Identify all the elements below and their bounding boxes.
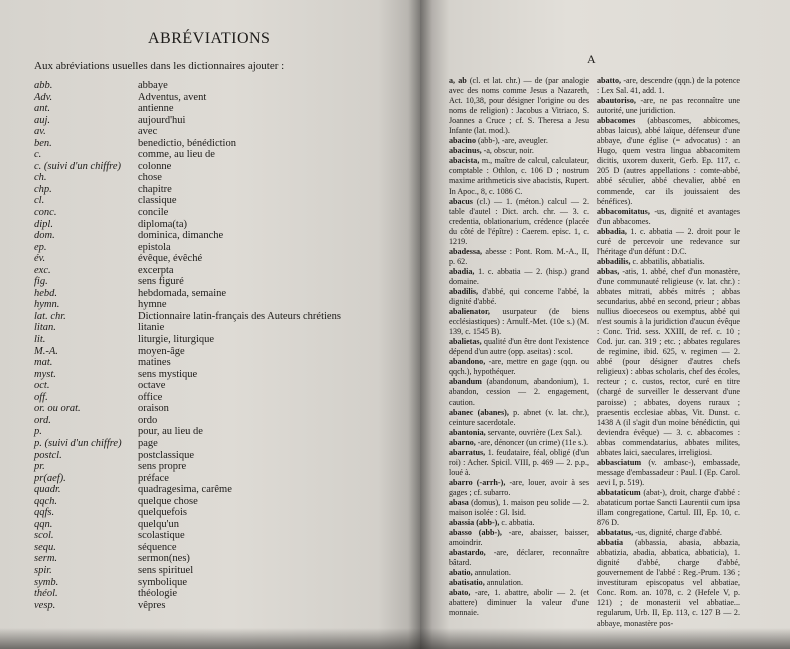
dictionary-column-2 [597,76,740,629]
abbreviation-meaning: sermon(nes) [138,553,190,565]
dictionary-entry [449,136,589,146]
dictionary-entry [449,588,589,618]
abbreviation-meaning: concile [138,207,169,219]
dictionary-column-1 [449,76,589,619]
dictionary-entry [449,498,589,518]
abbreviation-term: litan. [34,322,56,334]
entry-definition: 1. c. abbatia — 2. (hisp.) grand domaine. [449,266,589,286]
entry-headword: abbacomes [597,116,636,126]
abbreviation-meaning: liturgie, liturgique [138,334,215,346]
abbreviation-meaning: abbaye [138,80,168,91]
abbreviation-row [34,138,404,150]
abbreviation-term: ord. [34,414,51,426]
dictionary-entry [449,247,589,267]
abbreviation-row [34,438,404,450]
abbreviation-meaning: moyen-âge [138,345,185,357]
abbreviation-meaning: évêque, évêché [138,253,203,265]
abbreviation-row [34,92,404,104]
abbreviation-meaning: séquence [138,541,177,553]
entry-definition: annulation. [484,578,523,588]
dictionary-entry [449,146,589,156]
abbreviation-term: dipl. [34,218,53,230]
abbreviation-row [34,161,404,173]
abbreviation-list [34,80,404,611]
dictionary-entry [449,518,589,528]
entry-definition: -a, obscur, noir. [481,146,534,156]
entry-headword: abanec (abanes), [449,407,509,417]
entry-definition: usurpateur (de biens ecclésiastiques) : Arnulf.-Met. (10e s.) (M. 139, c. 1545 B). [449,307,589,337]
abbreviation-row [34,311,404,323]
dictionary-entry [597,76,740,96]
entry-definition: m., maître de calcul, calculateur, comptable : Othlon, c. 106 D ; nostrum maxime arithmeticis sive abacistis, Rupert. In Apoc., 8, c. 1086 C. [449,156,589,196]
dictionary-entry [449,428,589,438]
abbreviation-term: oct. [34,380,50,392]
entry-headword: abbatatus, [597,528,634,538]
abbreviation-meaning: comme, au lieu de [138,149,215,161]
entry-headword: abalietas, [449,337,482,347]
abbreviation-term: abb. [34,80,53,91]
abbreviation-term: év. [34,253,46,265]
abbreviation-meaning: oraison [138,403,169,415]
entry-headword: abastardo, [449,548,486,558]
abbreviation-row [34,530,404,542]
abbreviation-row [34,322,404,334]
entry-definition: -us, dignité et avantages d'un abbacomes. [597,206,740,226]
entry-headword: abautoriso, [597,96,636,106]
entry-headword: abbacomitatus, [597,206,650,216]
abbreviation-meaning: quadragesima, carême [138,484,232,496]
abbreviation-row [34,299,404,311]
dictionary-entry [449,568,589,578]
abbreviation-row [34,103,404,115]
abbreviation-row [34,392,404,404]
dictionary-entry [597,207,740,227]
entry-headword: abacista, [449,156,480,166]
abbreviation-row [34,461,404,473]
entry-headword: abarno, [449,437,476,447]
entry-definition: (domus), 1. maison peu solide — 2. maison isolée : Gl. Isid. [449,497,589,518]
intro-text: Aux abréviations usuelles dans les dictionnaires ajouter : [34,60,285,72]
dictionary-entry [597,257,740,267]
abbreviation-term: lit. [34,334,46,346]
entry-headword: a, ab [449,76,467,85]
abbreviation-meaning: antienne [138,103,174,115]
abbreviation-row [34,450,404,462]
abbreviation-meaning: benedictio, bénédiction [138,137,236,149]
abbreviation-meaning: symbolique [138,576,187,588]
entry-definition: -are, descendre (qqn.) de la potence : Lex Sal. 41, add. 1. [597,76,740,96]
abbreviation-term: dom. [34,230,55,242]
abbreviation-meaning: sens propre [138,461,187,473]
abbreviation-row [34,507,404,519]
entry-headword: abandono, [449,357,486,367]
abbreviation-term: auj. [34,114,51,126]
entry-definition: -are, abaisser, baisser, amoindrir. [449,528,589,548]
entry-definition: -are, déclarer, reconnaître bâtard. [449,548,589,568]
abbreviation-row [34,380,404,392]
book-gutter [408,0,432,649]
abbreviation-row [34,600,404,612]
abbreviation-meaning: quelque chose [138,495,198,507]
entry-definition: (v. ambasc-), embassade, message d'embassadeur : Paul. I (Ep. Carol. aevi I, p. 519). [597,457,740,487]
dictionary-entry [449,408,589,428]
abbreviation-meaning: quelqu'un [138,518,179,530]
entry-definition: (abbascomes, abbicomes, abbas laicus), abbé laïque, défenseur d'une abbaye, d'une église (= advocatus) : an Hugo, quem vestra lingua abbacomitem dicitis, uxorem duxerit, Gerb. Ep. 117, c. 205 D (autres appellations : comte-abbé, abbé séculier, abbé chevalier, abbé en commende, car ils jouissaient des bénéfices). [597,116,740,206]
abbreviation-meaning: Adventus, avent [138,91,207,103]
abbreviation-term: mat. [34,357,53,369]
dictionary-entry [449,156,589,196]
entry-headword: abbadia, [597,226,627,236]
dictionary-entry [449,478,589,498]
abbreviation-row [34,184,404,196]
entry-definition: c. abbatia. [499,518,535,528]
abbreviation-row [34,195,404,207]
abbreviation-meaning: hymne [138,299,167,311]
abbreviation-meaning: diploma(ta) [138,218,187,230]
abbreviation-term: hymn. [34,299,60,311]
abbreviation-meaning: chose [138,172,162,184]
entry-headword: abadilis, [449,286,479,296]
entry-definition: -are, mettre en gage (qqn. ou qqch.), hypothéquer. [449,357,589,377]
abbreviation-term: pr(aef). [34,472,66,484]
entry-headword: abbas, [597,266,620,276]
entry-headword: abasa [449,497,469,507]
abbreviation-meaning: sens spirituel [138,564,194,576]
entry-definition: (abat-), droit, charge d'abbé : abataticum portae Sancti Laurentii cum ipsa illam congregatione, Cartul. III, Ep. 10, c. 876 D. [597,487,740,528]
entry-definition: c. abbatilis, abbatialis. [630,256,705,266]
abbreviation-row [34,357,404,369]
abbreviation-meaning: aujourd'hui [138,114,186,126]
abbreviation-meaning: epistola [138,241,171,253]
entry-definition: -atis, 1. abbé, chef d'un monastère, d'une communauté religieuse (v. lat. chr.) : abbates mitrati, abbés mitrés ; abbas secundarius, abbé en second, prieur ; abbas nullius dioeceseos ou exemptus, abbé qui n'est soumis à la juridiction d'aucun évêque : Conc. Trid. sess. XXIII, de ref. c. 10 ; Cod. jur. can. 319 ; etc. ; abbates regulares de regimine, ibid. 625, v. regimen — 2. abbé (pour désigner d'autres chefs religieux) : abbas scholaris, chef des écoles, recteur ; c. custos, rector, curé en titre (chargé de surveiller le desservant d'une paroisse) ; abbates, doyens ruraux ; praesentis ecclesiae abbas, Vit. Dunst. c. 1438 A (il s'agit d'un moine bénédictin, qui deviendra évêque) — 3. c. abbacomes : abbas commendatarius, abbates milites, abbates laici, saeculares, irreligiosi. [597,266,740,457]
dictionary-entry [597,488,740,528]
abbreviation-meaning: excerpta [138,264,174,276]
abbreviation-term: av. [34,126,46,138]
abbreviation-term: conc. [34,207,57,219]
abbreviation-term: serm. [34,553,58,565]
abbreviation-term: ben. [34,137,52,149]
dictionary-entry [449,337,589,357]
abbreviation-meaning: ordo [138,414,158,426]
dictionary-entry [597,116,740,206]
abbreviation-row [34,542,404,554]
abbreviation-meaning: octave [138,380,166,392]
abbreviation-meaning: litanie [138,322,165,334]
entry-headword: abacino [449,136,476,146]
entry-definition: (cl.) — 1. (méton.) calcul — 2. table d'autel : Dict. arch. chr. — 3. c. credentia, oblationarium, crédence (placée du côté de l'épître) : Caerem. episc. 1, c. 1219. [449,196,589,246]
abbreviation-row [34,403,404,415]
entry-headword: abarratus, [449,447,486,457]
entry-headword: abadia, [449,266,475,276]
entry-headword: abadessa, [449,246,483,256]
abbreviation-row [34,219,404,231]
abbreviation-term: ep. [34,241,47,253]
abbreviation-row [34,415,404,427]
dictionary-entry [597,458,740,488]
entry-headword: abbataticum [597,487,641,497]
abbreviation-term: myst. [34,368,56,380]
section-letter: A [587,52,596,66]
dictionary-entry [449,448,589,478]
abbreviation-term: spir. [34,564,52,576]
entry-definition: (cl. et lat. chr.) — de (par analogie avec des noms comme Jesus a Nazareth, Act. 10,38, pour désigner l'origine ou des noms de religion) : Jacobus a Vitriaco, S. Joannes a Cruce ; cf. S. Theresa a Jesu Infante (lat. mod.). [449,76,589,136]
abbreviation-term: quadr. [34,484,61,496]
abbreviation-row [34,288,404,300]
abbreviation-meaning: sens figuré [138,276,184,288]
abbreviation-term: p. (suivi d'un chiffre) [34,437,122,449]
entry-headword: abacinus, [449,146,482,156]
abbreviation-row [34,484,404,496]
abbreviation-meaning: vêpres [138,599,166,611]
entry-definition: -are, dénoncer (un crime) (11e s.). [475,437,589,447]
abbreviation-term: chp. [34,183,52,195]
abbreviation-row [34,553,404,565]
abbreviation-meaning: avec [138,126,158,138]
dictionary-entry [449,548,589,568]
entry-definition: servante, ouvrière (Lex Sal.). [485,427,583,437]
abbreviation-row [34,369,404,381]
abbreviation-meaning: matines [138,357,171,369]
abbreviation-term: pr. [34,461,45,473]
abbreviation-row [34,207,404,219]
dictionary-entry [597,227,740,257]
dictionary-entry [597,538,740,628]
dictionary-entry [449,578,589,588]
abbreviation-term: off. [34,391,48,403]
entry-definition: 1. c. abbatia — 2. droit pour le curé de percevoir une redevance sur l'héritage d'un défunt : D.C. [597,226,740,256]
dictionary-entry [597,96,740,116]
abbreviation-meaning: Dictionnaire latin-français des Auteurs chrétiens [138,310,341,322]
page-title: ABRÉVIATIONS [148,30,271,47]
entry-definition: -are, ne pas reconnaître une autorité, une juridiction. [597,96,740,116]
abbreviation-term: symb. [34,576,59,588]
abbreviation-term: hebd. [34,287,58,299]
dictionary-entry [449,438,589,448]
entry-headword: abatto, [597,76,622,85]
abbreviation-meaning: quelquefois [138,507,187,519]
abbreviation-term: ant. [34,103,51,115]
entry-headword: abbadilis, [597,256,631,266]
abbreviation-row [34,276,404,288]
abbreviation-term: vesp. [34,599,56,611]
abbreviation-row [34,115,404,127]
abbreviation-term: postcl. [34,449,62,461]
entry-definition: annulation. [472,568,511,578]
abbreviation-meaning: postclassique [138,449,194,461]
abbreviation-term: qqfs. [34,507,55,519]
entry-headword: abatio, [449,568,473,578]
entry-headword: abandum [449,377,482,387]
entry-definition: -are, louer, avoir à ses gages ; cf. subarro. [449,477,589,497]
entry-definition: qualité d'un être dont l'existence dépend d'un autre (opp. aseitas) : scol. [449,337,589,357]
abbreviation-meaning: colonne [138,160,172,172]
entry-headword: abalienator, [449,307,490,317]
dictionary-entry [449,197,589,247]
dictionary-entry [449,307,589,337]
entry-definition: (abbassia, abasia, abbazia, abbatizia, abadia, abbatica, abbaticia), 1. dignité d'abbé, charge d'abbé, gouvernement de l'abbé : Reg.-Prum. 136 ; investituram episcopatus vel abbatiae, Conc. Rom. an. 1078, c. 2 (Hefele V, p. 121) ; de monasterii vel abbatiae... regularum, Urb. II, Ep. 113, c. 127 B — 2. abbaye, monastère pos- [597,538,740,628]
abbreviation-row [34,426,404,438]
abbreviation-term: exc. [34,264,51,276]
abbreviation-term: cl. [34,195,45,207]
entry-headword: abassia (abb-), [449,518,500,528]
abbreviation-row [34,80,404,92]
entry-definition: p. abnet (v. lat. chr.), ceinture sacerdotale. [449,407,590,427]
abbreviation-row [34,496,404,508]
abbreviation-row [34,230,404,242]
abbreviation-row [34,588,404,600]
abbreviation-term: fig. [34,276,48,288]
abbreviation-term: scol. [34,530,54,542]
abbreviation-row [34,519,404,531]
abbreviation-meaning: classique [138,195,177,207]
entry-headword: abato, [449,588,471,598]
abbreviation-term: ch. [34,172,47,184]
abbreviation-row [34,253,404,265]
abbreviation-term: c. [34,149,42,161]
entry-definition: d'abbé, qui concerne l'abbé, la dignité d'abbé. [449,286,589,307]
abbreviation-meaning: office [138,391,163,403]
entry-definition: 1. feudataire, féal, obligé (d'un roi) : Acher. Spicil. VIII, p. 469 — 2. p.p., loué à. [449,447,589,477]
abbreviation-row [34,577,404,589]
dictionary-entry [449,357,589,377]
entry-definition: -us, dignité, charge d'abbé. [633,528,722,538]
dictionary-entry [449,287,589,307]
abbreviation-term: théol. [34,588,58,600]
abbreviation-row [34,565,404,577]
entry-headword: abbatia [597,538,624,548]
entry-definition: (abandonum, abandonium), 1. abandon, cession — 2. engagement, caution. [449,377,589,407]
entry-definition: abesse : Pont. Rom. M.-A., II, p. 62. [449,246,589,266]
abbreviation-term: Adv. [34,91,53,103]
abbreviation-row [34,473,404,485]
bottom-shadow [0,628,790,649]
abbreviation-term: sequ. [34,541,56,553]
entry-headword: abacus [449,196,473,206]
abbreviation-row [34,242,404,254]
dictionary-entry [449,528,589,548]
abbreviation-term: qqn. [34,518,53,530]
dictionary-entry [449,76,589,136]
abbreviation-row [34,346,404,358]
entry-headword: abasso (abb-), [449,528,502,538]
abbreviation-term: M.-A. [34,345,58,357]
abbreviation-term: or. ou orat. [34,403,81,415]
abbreviation-row [34,172,404,184]
abbreviation-meaning: sens mystique [138,368,198,380]
entry-headword: abarro (-arrh-), [449,477,506,487]
abbreviation-meaning: page [138,437,158,449]
abbreviation-meaning: chapitre [138,183,172,195]
abbreviation-row [34,265,404,277]
entry-headword: abbasciatum [597,457,642,467]
abbreviation-meaning: scolastique [138,530,185,542]
abbreviation-term: lat. chr. [34,310,66,322]
abbreviation-term: p. [34,426,42,438]
entry-headword: abatisatio, [449,578,485,588]
entry-definition: (abb-), -are, aveugler. [476,136,548,146]
dictionary-entry [597,267,740,458]
abbreviation-meaning: hebdomada, semaine [138,287,227,299]
abbreviation-term: c. (suivi d'un chiffre) [34,160,121,172]
abbreviation-row [34,126,404,138]
abbreviation-meaning: dominica, dimanche [138,230,224,242]
abbreviation-meaning: pour, au lieu de [138,426,203,438]
abbreviation-term: qqch. [34,495,58,507]
entry-headword: abantonia, [449,427,486,437]
dictionary-entry [597,528,740,538]
abbreviation-meaning: théologie [138,588,178,600]
dictionary-entry [449,267,589,287]
abbreviation-row [34,334,404,346]
abbreviation-row [34,149,404,161]
dictionary-entry [449,377,589,407]
entry-definition: -are, 1. abattre, abolir — 2. (et abattere) diminuer la valeur d'une monnaie. [449,588,589,618]
abbreviation-meaning: préface [138,472,169,484]
